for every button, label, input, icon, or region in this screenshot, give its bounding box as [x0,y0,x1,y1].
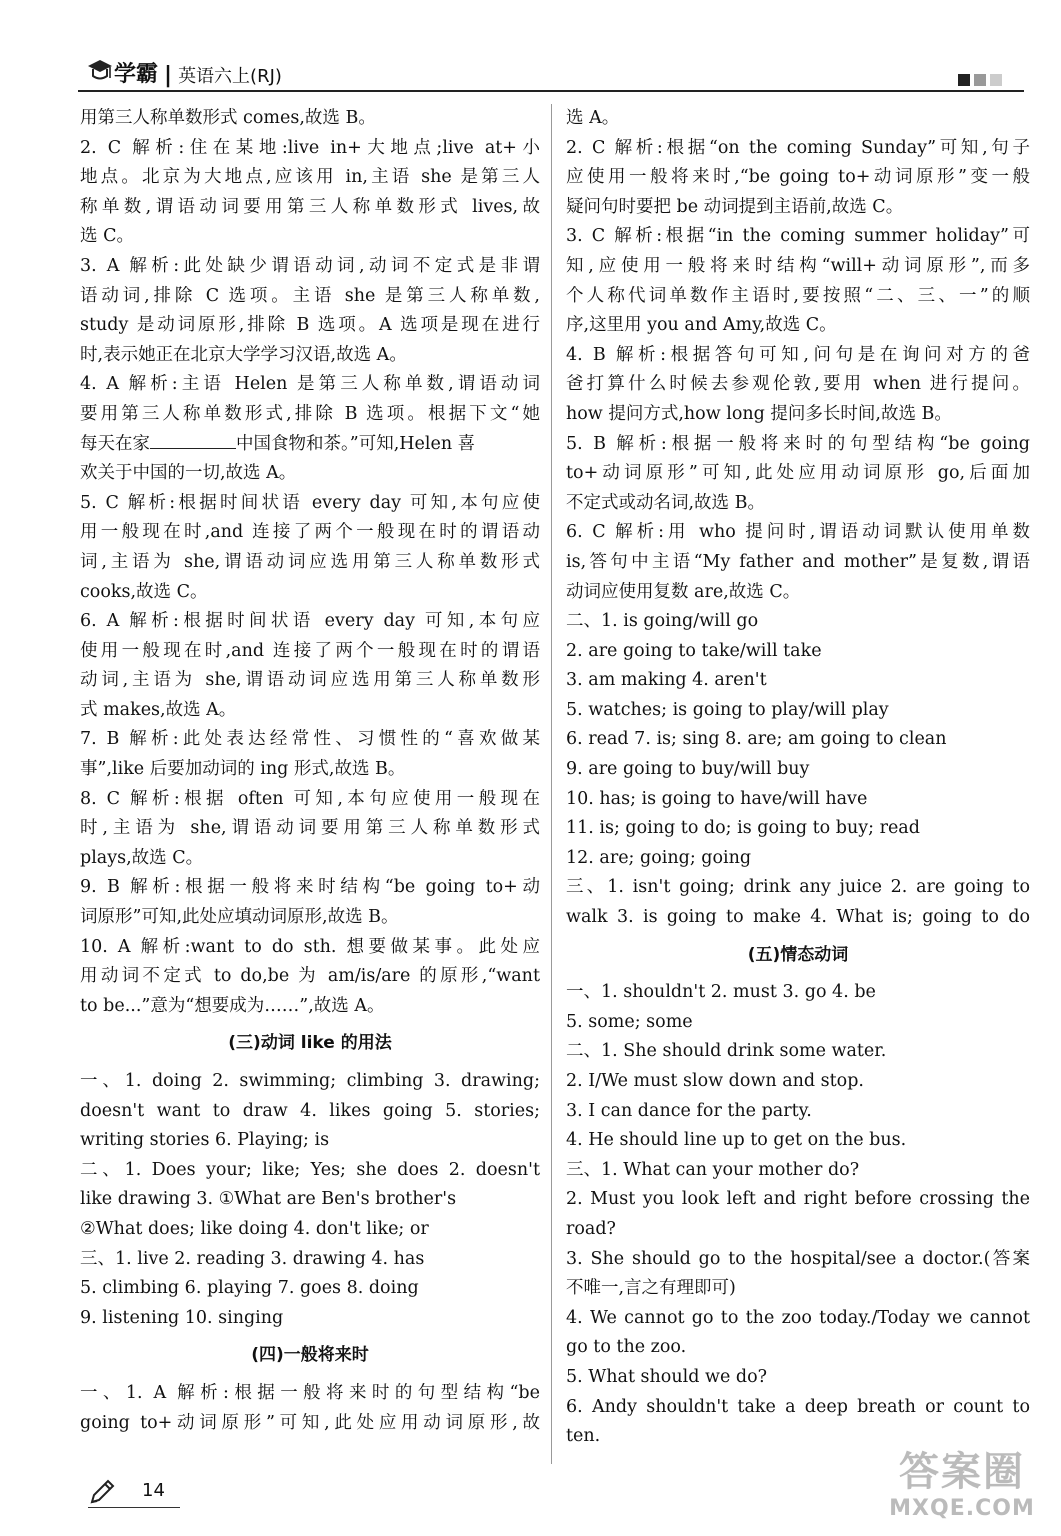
watermark-url: MXQE.COM [889,1496,1035,1521]
book-subtitle: 英语六上(RJ) [178,66,282,87]
answer-line: plays,故选 C。 [80,847,204,868]
answer-line: 疑问句时要把 be 动词提到主语前,故选 C。 [566,196,904,217]
answer-line: how 提问方式,how long 提问多长时间,故选 B。 [566,403,952,424]
answer-line: walk 3. is going to make 4. What is; going to do [566,907,1030,928]
answer-line: 10. has; is going to have/will have [566,788,868,809]
answer-line: 2. are going to take/will take [566,640,822,661]
answer-line: 6. Andy shouldn't take a deep breath or count to [566,1396,1030,1417]
answer-line: 词原形”可知,此处应填动词原形,故选 B。 [80,907,399,928]
answer-line: 8. C 解析:根据 often 可知,本句应使用一般现在 [80,788,540,809]
answer-line: 称单数,谓语动词要用第三人称单数形式 lives,故 [80,196,540,217]
answer-line: 动词,主语为 she,谓语动词应选用第三人称单数形 [80,670,540,691]
answer-line: 11. is; going to do; is going to buy; read [566,818,920,839]
answer-line: is,答句中主语“My father and mother”是复数,谓语 [566,551,1030,572]
answer-line: go to the zoo. [566,1337,687,1358]
brand-name: 学霸 [114,62,159,87]
answer-line: 地点。北京为大地点,应该用 in,主语 she 是第三人 [80,167,540,188]
answer-line: study 是动词原形,排除 B 选项。A 选项是现在进行 [80,315,540,336]
answer-line: 选 A。 [566,108,620,128]
watermark-main: 答案圈 [899,1449,1025,1495]
answer-line: writing stories 6. Playing; is [80,1130,330,1151]
answer-line: 序,这里用 you and Amy,故选 C。 [566,315,837,336]
answer-line: 用动词不定式 to do,be 为 am/is/are 的原形,“want [80,966,540,987]
left-column [80,104,540,1438]
header-decoration [958,74,1002,86]
answer-line: 语动词,排除 C 选项。主语 she 是第三人称单数, [80,285,540,306]
answer-line: 3. C 解析:根据“in the coming summer holiday”可 [566,226,1030,247]
answer-line: 7. B 解析:此处表达经常性、习惯性的“喜欢做某 [80,729,540,750]
footer-rule [88,1507,180,1508]
section-title: (三)动词 like 的用法 [228,1033,392,1054]
answer-line: 5. some; some [566,1011,693,1032]
answer-line: 选 C。 [80,226,134,247]
answer-line: 2. C 解析:根据“on the coming Sunday”可知,句子 [566,137,1030,158]
answer-line: to be...”意为“想要成为……”,故选 A。 [80,995,385,1016]
answer-line: road? [566,1218,616,1239]
answer-line: 4. He should line up to get on the bus. [566,1130,907,1151]
answer-line: ten. [566,1426,601,1447]
answer-line: 一、1. A 解析:根据一般将来时的句型结构“be [80,1382,540,1403]
answer-line: 事”,like 后要加动词的 ing 形式,故选 B。 [80,759,406,780]
page-footer [88,1478,180,1508]
answer-line: 欢关于中国的一切,故选 A。 [80,463,297,484]
answer-line: 不定式或动名词,故选 B。 [566,492,765,513]
answer-line [80,430,540,460]
answer-line: 时,主语为 she,谓语动词要用第三人称单数形式 [80,818,540,839]
answer-line: 12. are; going; going [566,847,752,868]
answer-line: 9. are going to buy/will buy [566,759,810,780]
answer-line: 使用一般现在时,and 连接了两个一般现在时的谓语 [80,640,540,661]
answer-line: 用一般现在时,and 连接了两个一般现在时的谓语动 [80,522,540,543]
answer-line: 二、1. Does your; like; Yes; she does 2. doesn't [80,1159,540,1180]
answer-line: 4. A 解析:主语 Helen 是第三人称单数,谓语动词 [80,374,540,395]
answer-line: 6. read 7. is; sing 8. are; am going to clean [566,729,947,750]
answer-line: 知,应使用一般将来时结构“will+动词原形”,而多 [566,255,1030,276]
answer-line: ②What does; like doing 4. don't like; or [80,1218,429,1239]
section-title: (四)一般将来时 [251,1345,369,1366]
header-rule [78,90,1024,92]
answer-line: 6. A 解析:根据时间状语 every day 可知,本句应 [80,611,540,632]
answer-line: 2. C 解析:住在某地:live in+大地点;live at+小 [80,137,540,158]
answer-line: 9. B 解析:根据一般将来时结构“be going to+动 [80,877,540,898]
answer-line: doesn't want to draw 4. likes going 5. stories; [80,1100,540,1121]
fill-in-blank [150,430,236,449]
answer-line: 3. She should go to the hospital/see a doctor.(答案 [566,1248,1030,1269]
answer-line: 5. climbing 6. playing 7. goes 8. doing [80,1278,419,1299]
answer-line: 3. I can dance for the party. [566,1100,812,1121]
right-column [566,104,1030,1452]
text-before-blank: 每天在家 [80,433,150,454]
answer-line: 5. C 解析:根据时间状语 every day 可知,本句应使 [80,492,540,513]
answer-line: 5. B 解析:根据一般将来时的句型结构“be going [566,433,1030,454]
answer-line: 10. A 解析:want to do sth. 想要做某事。此处应 [80,936,540,957]
answer-line: 2. Must you look left and right before crossing the [566,1189,1030,1210]
watermark [872,1448,1052,1530]
answer-line: cooks,故选 C。 [80,581,208,602]
answer-line: 5. watches; is going to play/will play [566,699,889,720]
answer-line: 一、1. doing 2. swimming; climbing 3. drawing; [80,1071,540,1091]
answer-line: 三、1. isn't going; drink any juice 2. are going to [566,877,1030,898]
answer-line: 词,主语为 she,谓语动词应选用第三人称单数形式 [80,551,540,572]
page-header [78,50,1024,92]
answer-line: 4. B 解析:根据答句可知,问句是在询问对方的爸 [566,344,1030,365]
answer-line: 6. C 解析:用 who 提问时,谓语动词默认使用单数 [566,522,1030,543]
answer-line: 三、1. What can your mother do? [566,1159,860,1180]
column-divider [551,104,552,1464]
answer-line: 3. am making 4. aren't [566,670,767,691]
text-after-blank: 中国食物和茶。”可知,Helen 喜 [236,433,476,454]
answer-line: like drawing 3. ①What are Ben's brother's [80,1189,457,1210]
answer-line: 个人称代词单数作主语时,要按照“二、三、一”的顺 [566,285,1030,306]
answer-line: 不唯一,言之有理即可) [566,1278,736,1299]
header-separator: | [164,63,173,88]
answer-line: 应使用一般将来时,“be going to+动词原形”变一般 [566,167,1030,188]
graduation-cap-logo-icon [86,56,112,88]
pencil-icon [88,1478,116,1506]
answer-line: 3. A 解析:此处缺少谓语动词,动词不定式是非谓 [80,255,540,276]
answer-line: 动词应使用复数 are,故选 C。 [566,581,801,602]
answer-line: going to+动词原形”可知,此处应用动词原形,故 [80,1412,540,1433]
answer-line: 一、1. shouldn't 2. must 3. go 4. be [566,982,876,1003]
section-title: (五)情态动词 [747,944,849,965]
answer-line: 二、1. is going/will go [566,611,759,632]
answer-line: 9. listening 10. singing [80,1307,284,1328]
answer-line: 5. What should we do? [566,1366,767,1387]
answer-line: 要用第三人称单数形式,排除 B 选项。根据下文“她 [80,403,540,424]
page-number: 14 [142,1480,165,1501]
answer-line: 三、1. live 2. reading 3. drawing 4. has [80,1248,425,1269]
answer-line: 用第三人称单数形式 comes,故选 B。 [80,108,376,128]
answer-line: to+动词原形”可知,此处应用动词原形 go,后面加 [566,463,1030,484]
brand-logo [86,52,282,88]
answer-line: 爸打算什么时候去参观伦敦,要用 when 进行提问。 [566,374,1030,395]
answer-line: 二、1. She should drink some water. [566,1041,887,1062]
answer-line: 2. I/We must slow down and stop. [566,1071,864,1091]
answer-line: 4. We cannot go to the zoo today./Today we cannot [566,1307,1030,1328]
answer-line: 时,表示她正在北京大学学习汉语,故选 A。 [80,344,407,365]
answer-line: 式 makes,故选 A。 [80,699,237,720]
